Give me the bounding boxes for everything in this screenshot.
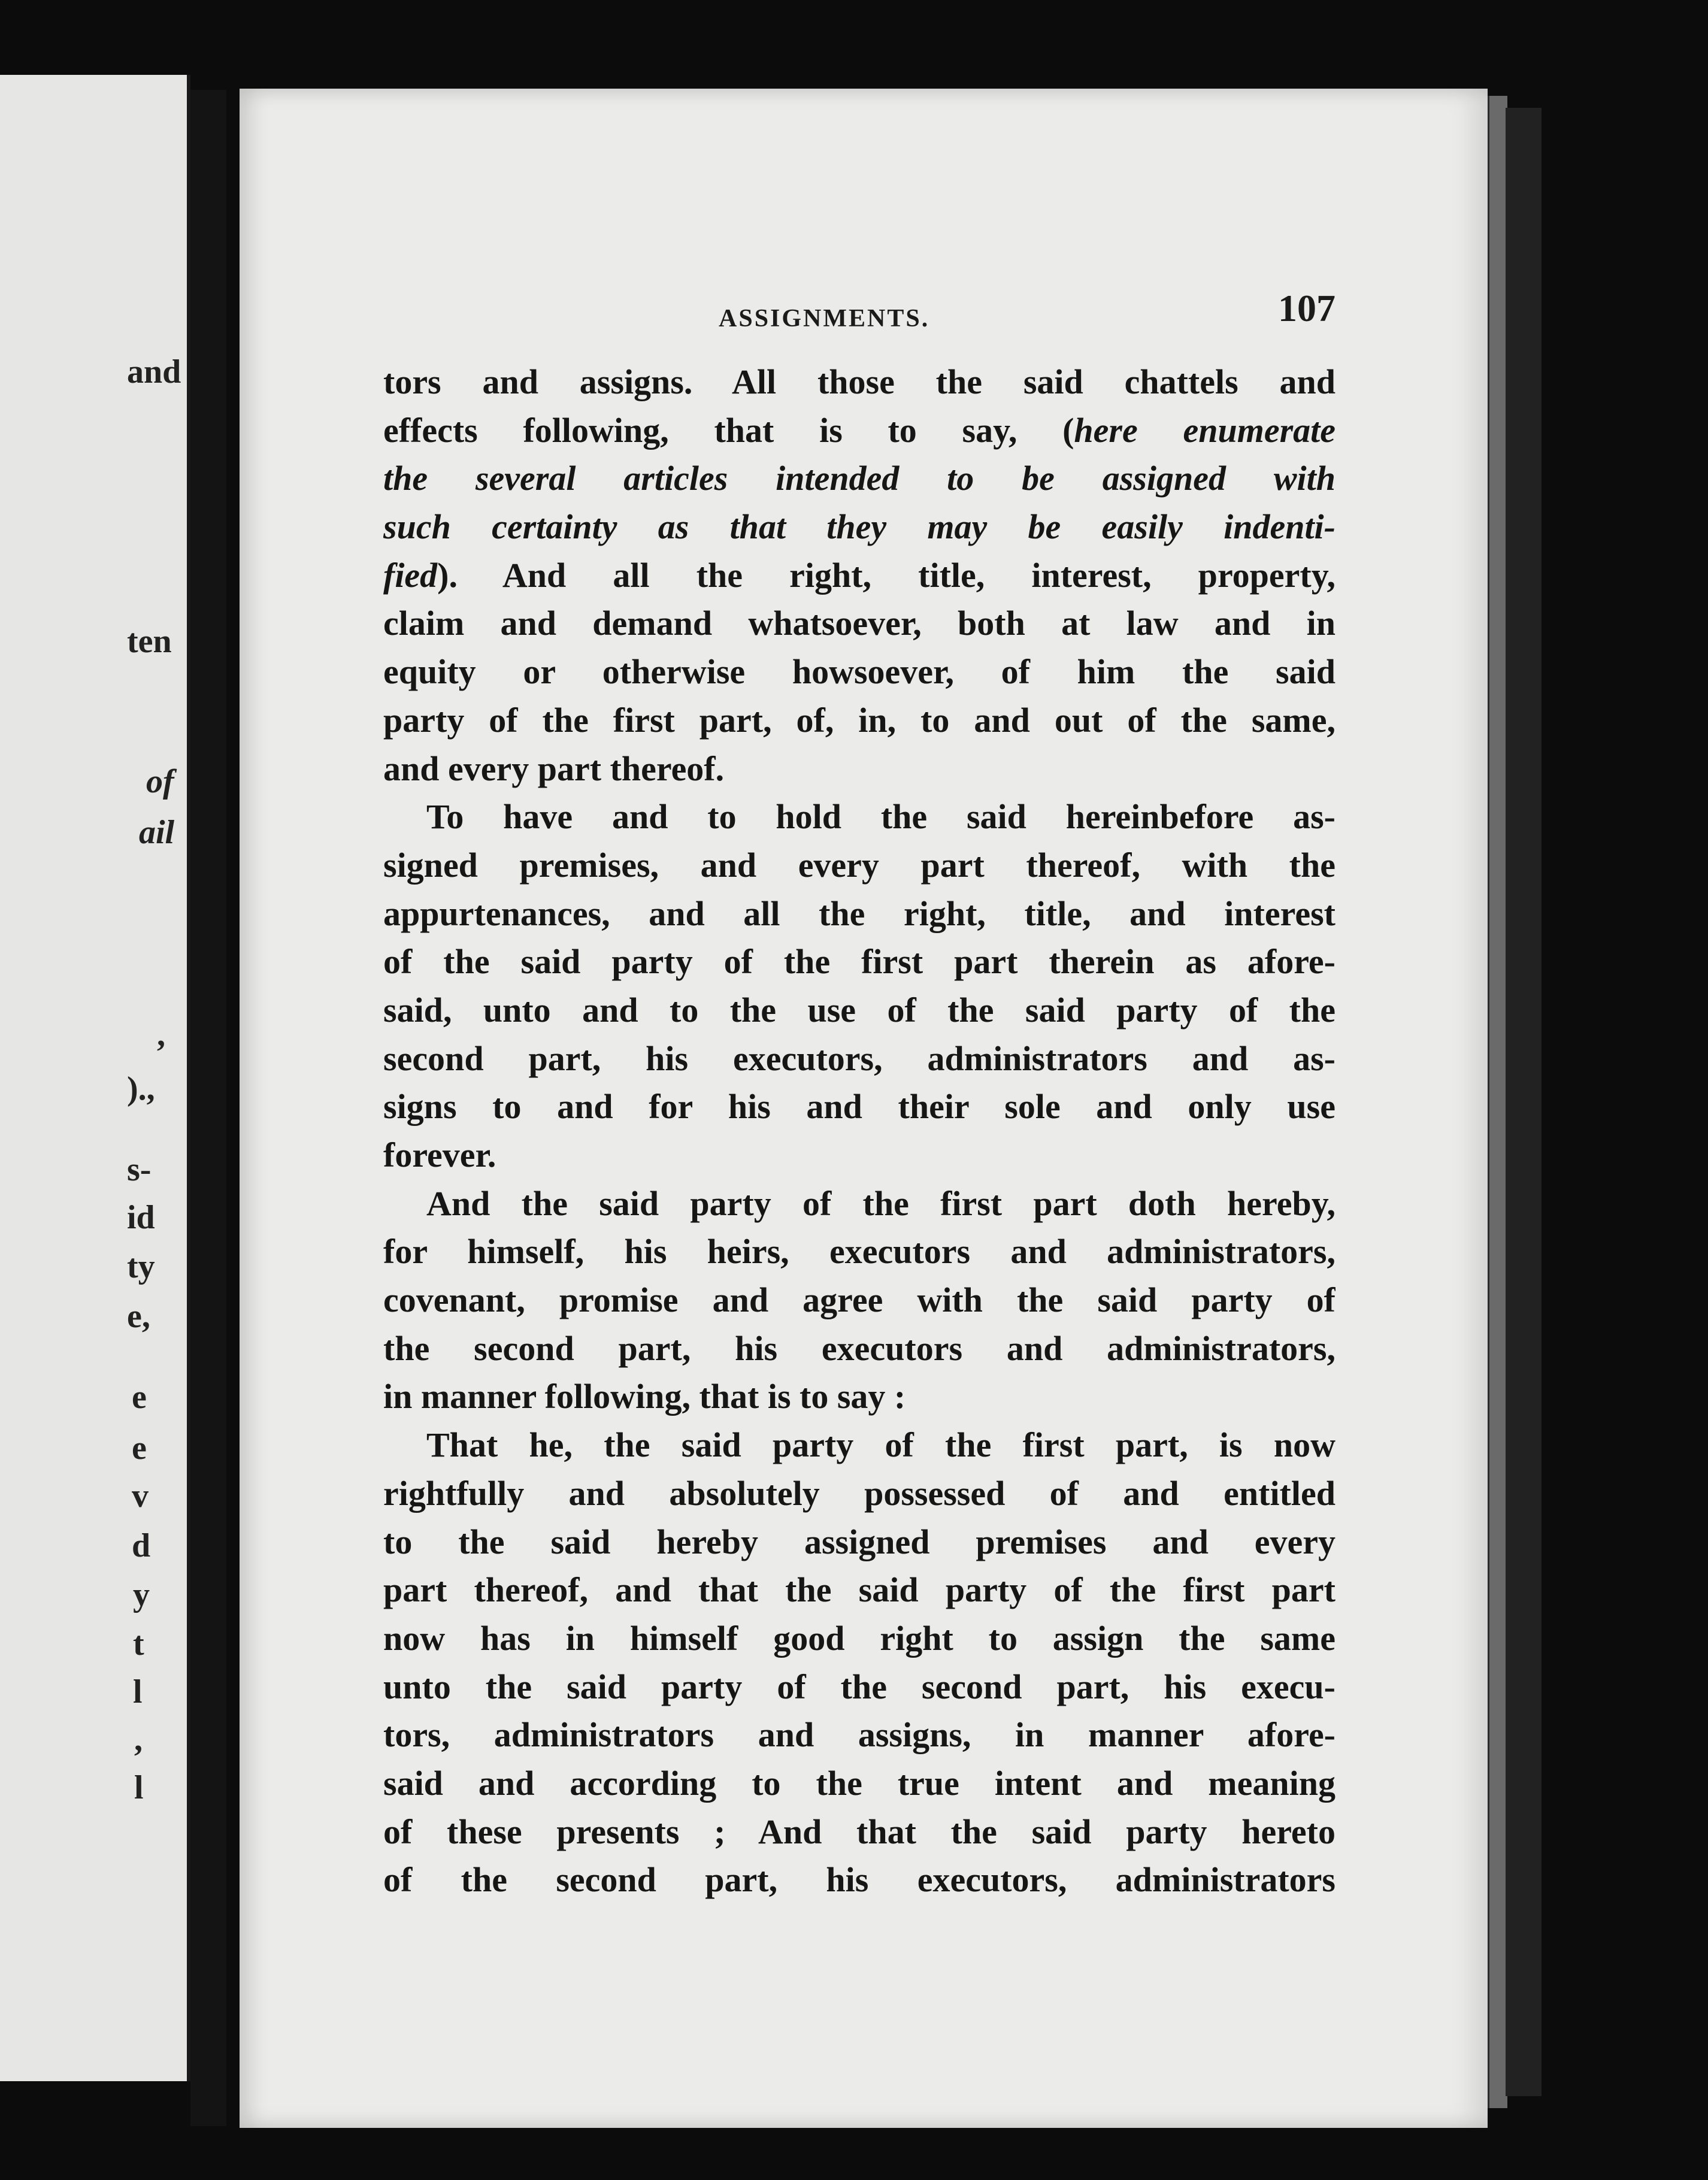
running-head <box>383 286 1335 340</box>
left-page-fragment: )., <box>127 1070 155 1107</box>
text-line: of the said party of the first part therein as afore- <box>383 942 1335 982</box>
text-line: and every part thereof. <box>383 749 725 788</box>
text-line: To have and to hold the said hereinbefore as- <box>426 797 1335 837</box>
text-line <box>383 407 1335 455</box>
left-page-fragment: , <box>157 1016 165 1053</box>
text-run: ). And all the right, title, interest, property, <box>437 555 1335 595</box>
left-page-fragment: l <box>134 1769 144 1806</box>
text-run: effects following, that is to say, ( <box>383 410 1074 450</box>
left-page-fragment: t <box>133 1625 144 1663</box>
text-line: covenant, promise and agree with the said party of <box>383 1280 1335 1320</box>
text-line: the second part, his executors and administrators, <box>383 1328 1335 1368</box>
left-page-fragment: of <box>146 763 174 800</box>
left-page-fragment: e, <box>127 1298 150 1335</box>
text-line: of these presents ; And that the said party hereto <box>383 1812 1335 1851</box>
text-line: signs to and for his and their sole and only use <box>383 1087 1335 1127</box>
left-page-fragment: l <box>133 1673 143 1710</box>
left-page-fragment: ail <box>139 814 175 851</box>
left-page-fragment: e <box>132 1430 147 1467</box>
text-line: said, unto and to the use of the said party of the <box>383 990 1335 1030</box>
left-page-fragment: and <box>127 353 181 390</box>
left-facing-page <box>0 75 190 2081</box>
text-line: unto the said party of the second part, his execu- <box>383 1667 1335 1706</box>
text-line: for himself, his heirs, executors and administrators, <box>383 1232 1335 1271</box>
text-line: the several articles intended to be assigned with <box>383 459 1335 498</box>
text-line: signed premises, and every part thereof, with the <box>383 845 1335 885</box>
page-number: 107 <box>1278 287 1335 329</box>
text-line: claim and demand whatsoever, both at law and in <box>383 604 1335 643</box>
text-line: And the said party of the first part doth hereby, <box>426 1183 1335 1223</box>
left-page-fragment: ty <box>127 1248 155 1285</box>
text-line: party of the first part, of, in, to and out of the same, <box>383 700 1335 740</box>
book-edge-shadow <box>1506 108 1542 2096</box>
text-line: rightfully and absolutely possessed of and entitled <box>383 1473 1335 1513</box>
left-page-fragment: ten <box>127 623 172 660</box>
text-line: equity or otherwise howsoever, of him the said <box>383 652 1335 692</box>
page-edge <box>1488 96 1507 2108</box>
text-line: tors, administrators and assigns, in manner afore- <box>383 1715 1335 1755</box>
text-line: now has in himself good right to assign the same <box>383 1618 1335 1658</box>
left-page-fragment: y <box>133 1576 150 1613</box>
text-line: second part, his executors, administrators and as- <box>383 1038 1335 1078</box>
left-page-fragment: e <box>132 1379 147 1416</box>
text-line: in manner following, that is to say : <box>383 1377 906 1416</box>
left-page-fragment: id <box>127 1199 155 1236</box>
text-line: appurtenances, and all the right, title, and interest <box>383 894 1335 933</box>
italic-run: fied <box>383 555 438 595</box>
body-text <box>383 358 1335 1905</box>
left-page-fragment: s- <box>127 1151 152 1188</box>
left-page-fragment: d <box>132 1527 151 1564</box>
left-page-fragment: , <box>134 1721 143 1758</box>
book-gutter <box>190 90 226 2126</box>
running-title: ASSIGNMENTS. <box>719 305 930 332</box>
right-page <box>240 89 1488 2128</box>
left-page-fragment: v <box>132 1477 149 1515</box>
text-line: said and according to the true intent and meaning <box>383 1763 1335 1803</box>
text-line: of the second part, his executors, administrators <box>383 1860 1335 1900</box>
text-line: tors and assigns. All those the said chattels and <box>383 362 1335 401</box>
text-line: part thereof, and that the said party of the first part <box>383 1570 1335 1610</box>
italic-run: here enumerate <box>1074 410 1335 450</box>
text-line: forever. <box>383 1136 496 1174</box>
text-line <box>383 552 1335 600</box>
text-line: such certainty as that they may be easily indenti- <box>383 507 1335 547</box>
text-line: to the said hereby assigned premises and every <box>383 1522 1335 1561</box>
text-line: That he, the said party of the first part, is now <box>426 1425 1335 1465</box>
